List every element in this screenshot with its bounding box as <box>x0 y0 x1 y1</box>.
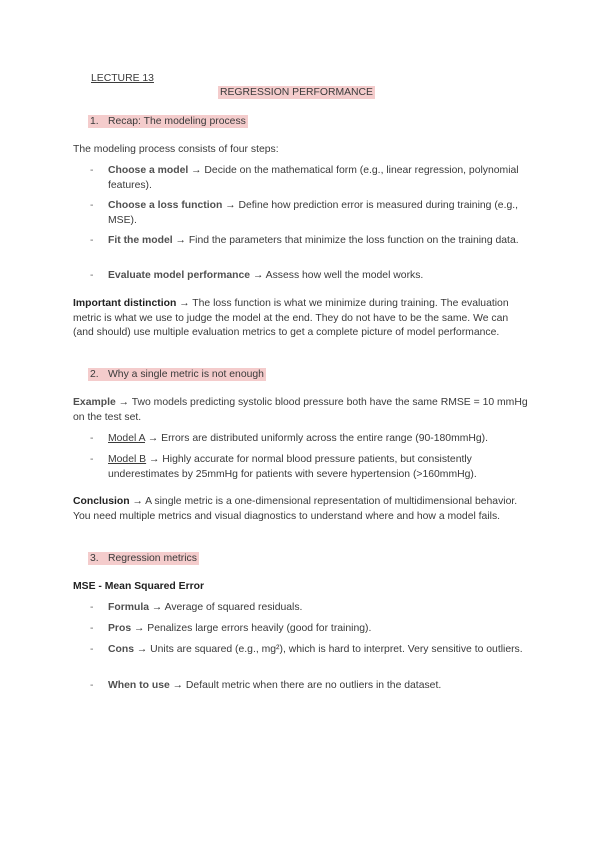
item-text: → Decide on the mathematical form (e.g., linear regression, polynomial features). <box>108 165 519 191</box>
item-text: → Find the parameters that minimize the loss function on the training data. <box>172 235 519 246</box>
paragraph-text: → The loss function is what we minimize during training. The evaluation metric is what we use to judge the model at the end. They do not have to be the same. We can (and should) use multiple evaluation metrics to get a complete picture of model performance. <box>73 298 509 338</box>
item-text: → Errors are distributed uniformly across the entire range (90-180mmHg). <box>144 433 489 444</box>
section-heading-2 <box>88 368 266 383</box>
mse-heading: MSE - Mean Squared Error <box>73 581 205 592</box>
section-number: 3. <box>90 553 99 564</box>
section-title: Regression metrics <box>108 553 197 564</box>
section-heading-1 <box>88 115 248 130</box>
item-text: → Assess how well the model works. <box>250 270 424 281</box>
item-label: Model A <box>108 433 145 444</box>
document-title-text: REGRESSION PERFORMANCE <box>220 87 373 98</box>
item-label: Cons <box>108 644 134 655</box>
item-label: Formula <box>108 602 149 613</box>
item-label: When to use <box>108 680 170 691</box>
section-heading-3 <box>88 552 199 567</box>
item-label: Evaluate model performance <box>108 270 251 281</box>
bullet-dash: - <box>90 165 94 176</box>
bullet-dash: - <box>90 433 94 444</box>
item-label: Choose a model <box>108 165 189 176</box>
important-distinction-paragraph <box>73 297 530 341</box>
item-label: Model B <box>108 454 147 465</box>
bullet-dash: - <box>90 680 94 691</box>
paragraph-text: → A single metric is a one-dimensional representation of multidimensional behavior. You need multiple metrics and visual diagnostics to understand where and how a model fails. <box>73 496 518 522</box>
item-text: → Highly accurate for normal blood pressure patients, but consistently underestimates by 25mmHg for patients with severe hypertension (>160mmHg). <box>108 454 477 480</box>
section-number: 2. <box>90 369 99 380</box>
example-paragraph <box>73 396 530 425</box>
section-title: Why a single metric is not enough <box>108 369 264 380</box>
item-text: → Penalizes large errors heavily (good for training). <box>131 623 372 634</box>
bullet-dash: - <box>90 200 94 211</box>
section-number: 1. <box>90 116 99 127</box>
bullet-dash: - <box>90 623 94 634</box>
item-text: → Define how prediction error is measured during training (e.g., MSE). <box>108 200 519 226</box>
item-label: Choose a loss function <box>108 200 223 211</box>
item-label: Pros <box>108 623 132 634</box>
item-text: → Average of squared residuals. <box>149 602 303 613</box>
bullet-dash: - <box>90 454 94 465</box>
bullet-dash: - <box>90 602 94 613</box>
conclusion-paragraph <box>73 495 530 524</box>
bullet-dash: - <box>90 644 94 655</box>
lecture-label: LECTURE 13 <box>91 73 154 84</box>
section-title: Recap: The modeling process <box>108 116 246 127</box>
section1-intro: The modeling process consists of four steps: <box>73 144 279 155</box>
paragraph-label: Important distinction <box>73 298 177 309</box>
document-title <box>218 86 375 101</box>
bullet-dash: - <box>90 270 94 281</box>
paragraph-label: Example <box>73 397 116 408</box>
item-text: → Units are squared (e.g., mg²), which is hard to interpret. Very sensitive to outliers. <box>133 644 523 655</box>
item-text: → Default metric when there are no outliers in the dataset. <box>169 680 442 691</box>
paragraph-label: Conclusion <box>73 496 130 507</box>
paragraph-text: → Two models predicting systolic blood pressure both have the same RMSE = 10 mmHg on the test set. <box>73 397 528 423</box>
item-label: Fit the model <box>108 235 173 246</box>
bullet-dash: - <box>90 235 94 246</box>
